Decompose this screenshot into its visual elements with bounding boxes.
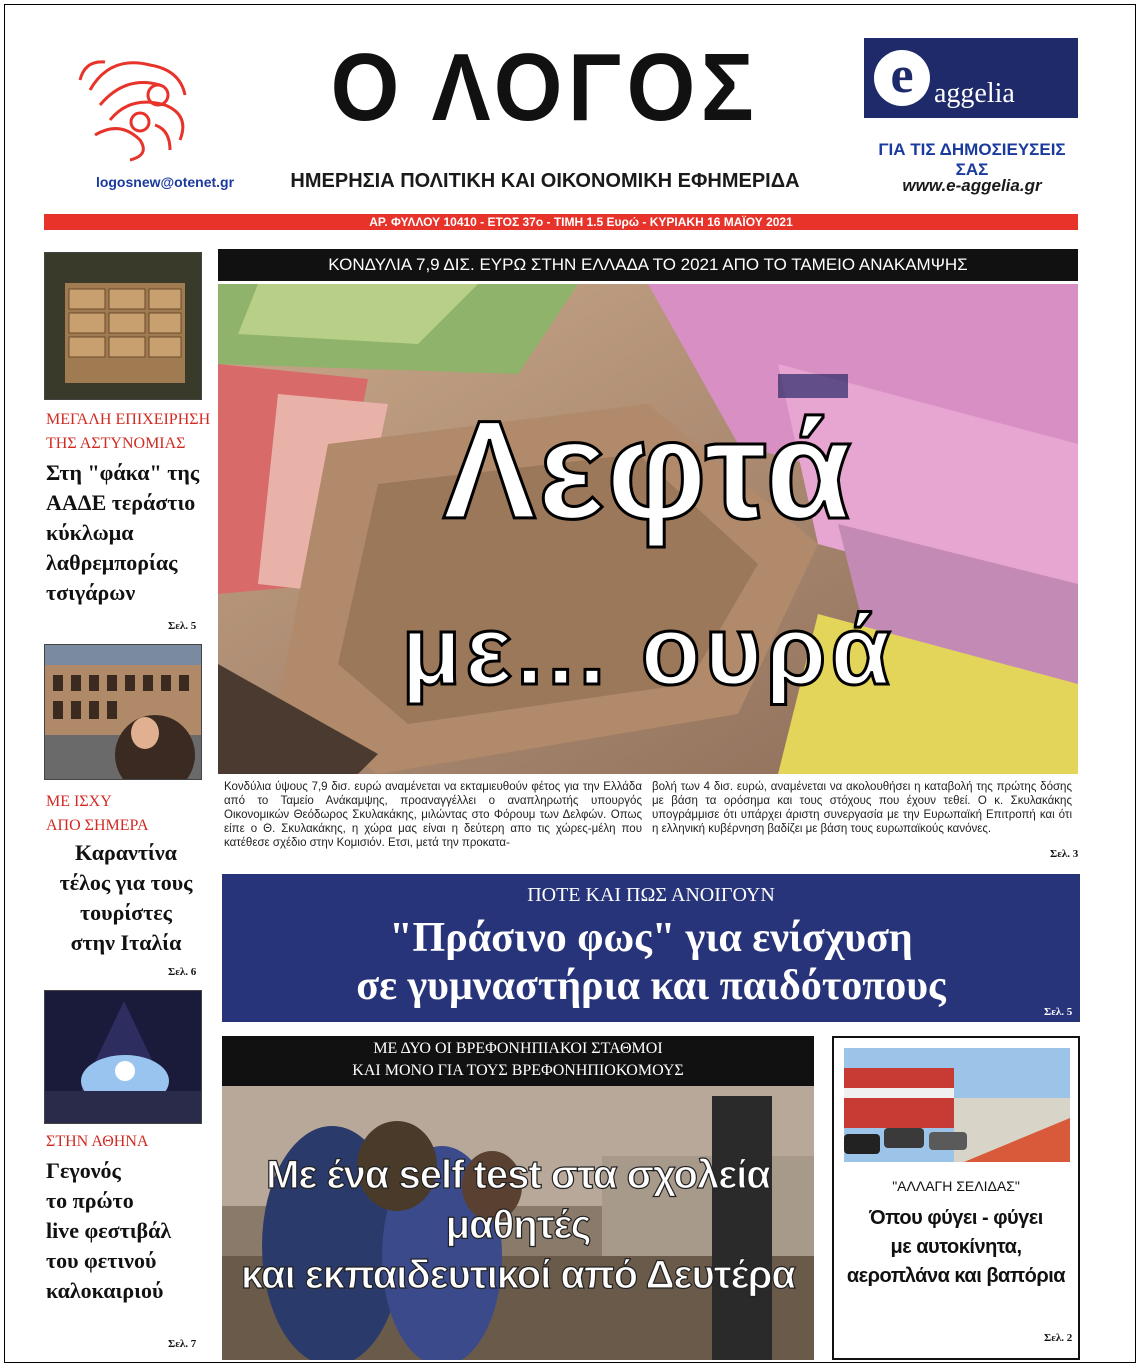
issue-info-bar: ΑΡ. ΦΥΛΛΟΥ 10410 - ΕΤΟΣ 37ο - ΤΙΜΗ 1.5 Ευρώ - ΚΥΡΙΑΚΗ 16 ΜΑΪΟΥ 2021 [44,214,1078,230]
left-story-1-line-1: Στη "φάκα" της [46,460,200,485]
main-story-body-col2: βολή των 4 δισ. ευρώ, αναμένεται να ακολουθήσει η καταβολή της πρώτης δόσης με βάση τα ορόσημα και τους στόχους που έχουν τεθεί. Ο κ. Σκυλακάκης υπογράμμισε ότι υπάρχει άριστη συνεργασία με την Ευρωπαϊκή Επιτροπή και ότι η ελληνική κυβέρνηση βαδίζει με βάση τους ευρωπαϊκούς κανόνες. [652,781,1072,835]
left-story-1-line-5: τσιγάρων [46,580,136,605]
left-story-3-headline[interactable] [46,1156,206,1306]
left-story-2-page-ref: Σελ. 6 [168,966,197,978]
main-story-body-col1: Κονδύλια ύψους 7,9 δισ. ευρώ αναμένεται να εκταμιευθούν φέτος για την Ελλάδα από το Ταμείο Ανάκαμψης, προαναγγέλλει ο αναπληρωτής υπουργός Οικονομικών Θεόδωρος Σκυλακάκης, μιλώντας στο Φόρουμ των Δελφών. Οπως είπε ο Θ. Σκυλακάκης, η χώρα μας είναι η δεύτερη απο τις χώρες-μέλη που κατέθεσε σχέδιο στην Κομισιόν. Ετσι, μετά την προκατα- [224,781,642,849]
left-story-3-line-1: Γεγονός [46,1158,121,1183]
left-story-3-line-4: του φετινού [46,1248,157,1273]
school-story-headline-2: και εκπαιδευτικοί από Δευτέρα [241,1253,795,1297]
left-story-2-kicker-line-1: ΜΕ ΙΣΧΥ [46,793,112,810]
e-aggelia-logo-letter: e [890,47,914,104]
left-story-2-line-3: τουρίστες [80,900,172,925]
e-aggelia-url[interactable]: www.e-aggelia.gr [902,176,1042,195]
contact-email[interactable]: logosnew@otenet.gr [95,174,235,190]
left-story-1-photo-cigarettes[interactable] [44,252,202,400]
left-story-2-line-4: στην Ιταλία [70,930,182,955]
side-story-headline-1: Όπου φύγει - φύγει [869,1207,1043,1229]
side-story-headline-3: αεροπλάνα και βαπόρια [846,1265,1066,1287]
left-story-3-photo-festival[interactable] [44,990,202,1124]
main-story-headline-1: Λεφτά [442,391,854,548]
left-story-1-page-ref: Σελ. 5 [168,620,197,632]
left-story-2-photo-colosseum[interactable] [44,644,202,780]
gym-story-page-ref: Σελ. 5 [1044,1006,1073,1018]
main-story-headline-2: με... ουρά [401,595,895,705]
left-story-3-page-ref: Σελ. 7 [168,1338,197,1350]
left-story-1-kicker-line-1: ΜΕΓΑΛΗ ΕΠΙΧΕΙΡΗΣΗ [46,411,211,428]
left-story-1-line-3: κύκλωμα [46,520,134,545]
side-story-kicker: "ΑΛΛΑΓΗ ΣΕΛΙΔΑΣ" [892,1178,1020,1194]
main-story-page-ref: Σελ. 3 [1050,848,1079,860]
left-story-3-line-2: το πρώτο [46,1188,134,1213]
school-story-kicker [222,1036,814,1086]
school-story-headline [222,1150,814,1300]
left-story-3-kicker [46,1130,148,1154]
left-story-2-headline[interactable] [46,838,206,958]
school-story-headline-1: Με ένα self test στα σχολεία μαθητές [266,1153,770,1247]
gym-story-headline-2: σε γυμναστήρια και παιδότοπους [356,963,946,1009]
newspaper-logo-illustration [70,50,210,170]
left-story-1-line-2: ΑΑΔΕ τεράστιο [46,490,196,515]
left-story-2-kicker-line-2: ΑΠΟ ΣΗΜΕΡΑ [46,817,149,834]
e-aggelia-slogan: ΓΙΑ ΤΙΣ ΔΗΜΟΣΙΕΥΣΕΙΣ ΣΑΣ [878,140,1066,179]
side-story-page-ref: Σελ. 2 [1044,1332,1073,1344]
school-story-kicker-line-1: ΜΕ ΔΥΟ ΟΙ ΒΡΕΦΟΝΗΠΙΑΚΟΙ ΣΤΑΘΜΟΙ [373,1040,663,1057]
side-story-headline-2: με αυτοκίνητα, [890,1236,1022,1258]
side-story-headline [834,1204,1078,1291]
left-story-3-line-5: καλοκαιριού [46,1278,164,1303]
left-story-1-line-4: λαθρεμπορίας [46,550,178,575]
left-story-3-kicker-line-1: ΣΤΗΝ ΑΘΗΝΑ [46,1133,149,1150]
left-story-1-kicker-line-2: ΤΗΣ ΑΣΤΥΝΟΜΙΑΣ [46,435,186,452]
left-story-2-line-2: τέλος για τους [59,870,193,895]
left-story-2-kicker [46,790,149,838]
gym-story-kicker: ΠΟΤΕ ΚΑΙ ΠΩΣ ΑΝΟΙΓΟΥΝ [527,884,775,906]
masthead-title: Ο ΛΟΓΟΣ [330,34,760,141]
left-story-3-line-3: live φεστιβάλ [46,1218,172,1243]
main-story-strapline: ΚΟΝΔΥΛΙΑ 7,9 ΔΙΣ. ΕΥΡΩ ΣΤΗΝ ΕΛΛΑΔΑ ΤΟ 2021 ΑΠΟ ΤΟ ΤΑΜΕΙΟ ΑΝΑΚΑΜΨΗΣ [218,249,1078,281]
side-story-photo-street[interactable] [844,1048,1070,1162]
e-aggelia-logo-word: aggelia [934,78,1015,109]
school-story-kicker-line-2: ΚΑΙ ΜΟΝΟ ΓΙΑ ΤΟΥΣ ΒΡΕΦΟΝΗΠΙΟΚΟΜΟΥΣ [352,1062,684,1079]
left-story-1-kicker [46,408,210,456]
left-story-2-line-1: Καραντίνα [75,840,177,865]
masthead-tagline: ΗΜΕΡΗΣΙΑ ΠΟΛΙΤΙΚΗ ΚΑΙ ΟΙΚΟΝΟΜΙΚΗ ΕΦΗΜΕΡΙΔΑ [290,170,800,192]
left-story-1-headline[interactable] [46,458,206,608]
gym-story-headline-1: "Πράσινο φως" για ενίσχυση [389,915,913,961]
